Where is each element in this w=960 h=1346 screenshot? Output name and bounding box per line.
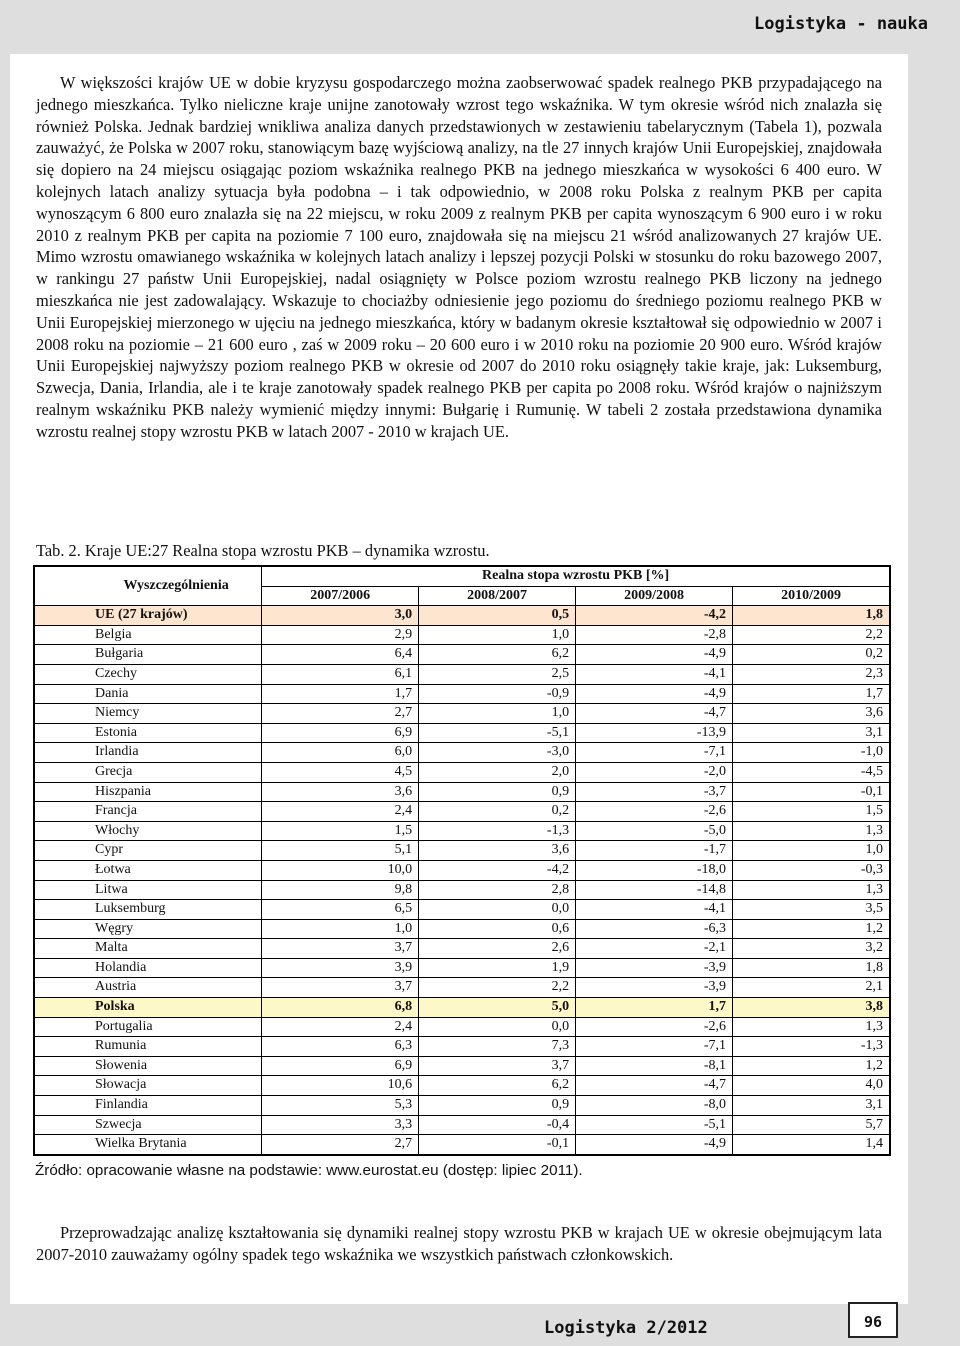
value-cell: -5,1 xyxy=(576,1115,733,1135)
value-cell: -8,0 xyxy=(576,1096,733,1116)
value-cell: 1,5 xyxy=(262,821,419,841)
value-cell: 6,4 xyxy=(262,645,419,665)
value-cell: -1,7 xyxy=(576,841,733,861)
value-cell: -4,2 xyxy=(576,606,733,626)
value-cell: -3,9 xyxy=(576,978,733,998)
value-cell: 0,9 xyxy=(419,782,576,802)
country-cell: Litwa xyxy=(34,880,262,900)
value-cell: -2,8 xyxy=(576,625,733,645)
value-cell: -2,0 xyxy=(576,762,733,782)
header-bar xyxy=(0,0,960,54)
value-cell: -0,4 xyxy=(419,1115,576,1135)
table-body xyxy=(34,606,890,1155)
table-row xyxy=(34,743,890,763)
value-cell: -4,2 xyxy=(419,860,576,880)
value-cell: -5,0 xyxy=(576,821,733,841)
value-cell: 6,5 xyxy=(262,900,419,920)
table-row xyxy=(34,1135,890,1155)
value-cell: 5,3 xyxy=(262,1096,419,1116)
value-cell: -4,9 xyxy=(576,684,733,704)
paragraph-1 xyxy=(36,72,882,443)
group-header: Realna stopa wzrostu PKB [%] xyxy=(262,566,890,586)
table-row xyxy=(34,704,890,724)
country-cell: Włochy xyxy=(34,821,262,841)
country-cell: Polska xyxy=(34,998,262,1018)
value-cell: -7,1 xyxy=(576,1037,733,1057)
value-cell: -4,5 xyxy=(733,762,890,782)
value-cell: 7,3 xyxy=(419,1037,576,1057)
value-cell: -18,0 xyxy=(576,860,733,880)
value-cell: -8,1 xyxy=(576,1056,733,1076)
value-cell: -2,1 xyxy=(576,939,733,959)
table-row xyxy=(34,1115,890,1135)
table-row xyxy=(34,782,890,802)
value-cell: 1,5 xyxy=(733,802,890,822)
paragraph-2-text: Przeprowadzając analizę kształtowania się dynamiki realnej stopy wzrostu PKB w krajach UE w okresie obejmującym lata 2007-2010 zauważamy ogólny spadek tego wskaźnika we wszystkich państwach członkowskich. xyxy=(36,1223,882,1264)
table-row xyxy=(34,723,890,743)
value-cell: -4,1 xyxy=(576,664,733,684)
table-row xyxy=(34,978,890,998)
value-cell: 1,3 xyxy=(733,821,890,841)
value-cell: 2,2 xyxy=(419,978,576,998)
country-cell: Francja xyxy=(34,802,262,822)
table-row xyxy=(34,606,890,626)
country-cell: Malta xyxy=(34,939,262,959)
value-cell: 9,8 xyxy=(262,880,419,900)
value-cell: -0,1 xyxy=(419,1135,576,1155)
table-row xyxy=(34,1037,890,1057)
value-cell: 0,0 xyxy=(419,900,576,920)
page-number: 96 xyxy=(848,1302,898,1338)
table-row xyxy=(34,900,890,920)
value-cell: -6,3 xyxy=(576,919,733,939)
value-cell: 1,2 xyxy=(733,919,890,939)
table-row xyxy=(34,958,890,978)
value-cell: 5,1 xyxy=(262,841,419,861)
value-cell: -1,3 xyxy=(733,1037,890,1057)
value-cell: -3,9 xyxy=(576,958,733,978)
country-cell: Belgia xyxy=(34,625,262,645)
value-cell: 3,7 xyxy=(419,1056,576,1076)
country-cell: Bułgaria xyxy=(34,645,262,665)
value-cell: 3,2 xyxy=(733,939,890,959)
table-row xyxy=(34,821,890,841)
paragraph-1-text: W większości krajów UE w dobie kryzysu gospodarczego można zaobserwować spadek realnego PKB przypadającego na jednego mieszkańca. Tylko nieliczne kraje unijne zanotowały wzrost tego wskaźnika. W tym okresie wśród nich znalazła się również Polska. Jednak bardziej wnikliwa analiza danych przedstawionych w zestawieniu tabelarycznym (Tabela 1), pozwala zauważyć, że Polska w 2007 roku, stanowiącym bazę wyjściową analizy, na tle 27 innych krajów Unii Europejskiej, znajdowała się dopiero na 24 miejscu osiągając poziom wskaźnika realnego PKB na jednego mieszkańca w wysokości 6 400 euro. W kolejnych latach analizy sytuacja była podobna – i tak odpowiednio, w 2008 roku Polska z realnym PKB per capita wynoszącym 6 800 euro znalazła się na 22 miejscu, w roku 2009 z realnym PKB per capita wynoszącym 6 900 euro i w roku 2010 z realnym PKB per capita na poziomie 7 100 euro, znajdowała się na miejscu 21 wśród analizowanych 27 krajów UE. Mimo wzrostu omawianego wskaźnika w kolejnych latach analizy i lepszej pozycji Polski w stosunku do roku bazowego 2007, w rankingu 27 państw Unii Europejskiej, nadal osiągnięty w Polsce poziom wzrostu realnego PKB liczony na jednego mieszkańca nie jest zadowalający. Wskazuje to chociażby odniesienie jego poziomu do średniego poziomu realnego PKB w Unii Europejskiej mierzonego w ujęciu na jednego mieszkańca, który w badanym okresie kształtował się odpowiednio w 2007 i 2008 roku na poziomie – 21 600 euro , zaś w 2009 roku – 20 600 euro i w 2010 roku na poziomie 20 900 euro. Wśród krajów Unii Europejskiej najwyższy poziom realnego PKB w okresie od 2007 do 2010 roku osiągnęły takie kraje, jak: Luksemburg, Szwecja, Dania, Irlandia, ale i te kraje zanotowały spadek realnego PKB per capita po 2008 roku. Wśród krajów o najniższym realnym wskaźniku PKB należy wymienić między innymi: Bułgarię i Rumunię. W tabeli 2 została przedstawiona dynamika wzrostu realnej stopy wzrostu PKB w latach 2007 - 2010 w krajach UE. xyxy=(36,73,882,441)
value-cell: 10,6 xyxy=(262,1076,419,1096)
value-cell: 1,0 xyxy=(733,841,890,861)
table-row xyxy=(34,684,890,704)
spec-header: Wyszczególnienia xyxy=(34,566,262,606)
value-cell: 5,7 xyxy=(733,1115,890,1135)
table-row xyxy=(34,860,890,880)
country-cell: Estonia xyxy=(34,723,262,743)
value-cell: 0,2 xyxy=(419,802,576,822)
value-cell: 6,3 xyxy=(262,1037,419,1057)
value-cell: 2,4 xyxy=(262,802,419,822)
value-cell: 0,2 xyxy=(733,645,890,665)
value-cell: 2,3 xyxy=(733,664,890,684)
value-cell: 1,8 xyxy=(733,606,890,626)
value-cell: 3,6 xyxy=(419,841,576,861)
value-cell: 4,5 xyxy=(262,762,419,782)
column-header: 2007/2006 xyxy=(262,586,419,606)
value-cell: 2,2 xyxy=(733,625,890,645)
table-row xyxy=(34,645,890,665)
value-cell: -5,1 xyxy=(419,723,576,743)
country-cell: Luksemburg xyxy=(34,900,262,920)
country-cell: Łotwa xyxy=(34,860,262,880)
value-cell: 3,6 xyxy=(733,704,890,724)
country-cell: Dania xyxy=(34,684,262,704)
value-cell: 3,6 xyxy=(262,782,419,802)
country-cell: Czechy xyxy=(34,664,262,684)
country-cell: Słowenia xyxy=(34,1056,262,1076)
value-cell: -1,3 xyxy=(419,821,576,841)
value-cell: 3,1 xyxy=(733,723,890,743)
value-cell: 3,5 xyxy=(733,900,890,920)
value-cell: 1,9 xyxy=(419,958,576,978)
value-cell: 1,3 xyxy=(733,1017,890,1037)
value-cell: 6,2 xyxy=(419,645,576,665)
table-row xyxy=(34,1076,890,1096)
value-cell: 2,6 xyxy=(419,939,576,959)
value-cell: -14,8 xyxy=(576,880,733,900)
table-row xyxy=(34,1017,890,1037)
table-row xyxy=(34,664,890,684)
country-cell: Niemcy xyxy=(34,704,262,724)
country-cell: Irlandia xyxy=(34,743,262,763)
value-cell: 1,7 xyxy=(576,998,733,1018)
value-cell: -4,7 xyxy=(576,704,733,724)
country-cell: Portugalia xyxy=(34,1017,262,1037)
value-cell: 3,1 xyxy=(733,1096,890,1116)
table-row xyxy=(34,939,890,959)
value-cell: 2,8 xyxy=(419,880,576,900)
column-header: 2009/2008 xyxy=(576,586,733,606)
table-row xyxy=(34,802,890,822)
value-cell: -7,1 xyxy=(576,743,733,763)
value-cell: 1,0 xyxy=(419,625,576,645)
table-row xyxy=(34,1096,890,1116)
value-cell: -4,9 xyxy=(576,1135,733,1155)
value-cell: 3,0 xyxy=(262,606,419,626)
value-cell: 1,7 xyxy=(733,684,890,704)
value-cell: 3,9 xyxy=(262,958,419,978)
gdp-growth-table xyxy=(33,565,891,1156)
journal-title: Logistyka - nauka xyxy=(754,14,928,34)
source-note: Źródło: opracowanie własne na podstawie: www.eurostat.eu (dostęp: lipiec 2011). xyxy=(35,1162,583,1179)
value-cell: -4,9 xyxy=(576,645,733,665)
value-cell: 1,4 xyxy=(733,1135,890,1155)
value-cell: 5,0 xyxy=(419,998,576,1018)
table-row xyxy=(34,880,890,900)
table-caption: Tab. 2. Kraje UE:27 Realna stopa wzrostu PKB – dynamika wzrostu. xyxy=(36,541,490,560)
value-cell: 1,3 xyxy=(733,880,890,900)
value-cell: -1,0 xyxy=(733,743,890,763)
value-cell: -13,9 xyxy=(576,723,733,743)
value-cell: 0,6 xyxy=(419,919,576,939)
country-cell: Grecja xyxy=(34,762,262,782)
country-cell: Holandia xyxy=(34,958,262,978)
table-row xyxy=(34,919,890,939)
table-row xyxy=(34,762,890,782)
value-cell: -4,1 xyxy=(576,900,733,920)
value-cell: 2,7 xyxy=(262,704,419,724)
value-cell: -3,7 xyxy=(576,782,733,802)
column-header: 2008/2007 xyxy=(419,586,576,606)
table-row xyxy=(34,625,890,645)
value-cell: 2,5 xyxy=(419,664,576,684)
country-cell: Cypr xyxy=(34,841,262,861)
value-cell: 2,1 xyxy=(733,978,890,998)
value-cell: 6,2 xyxy=(419,1076,576,1096)
value-cell: -2,6 xyxy=(576,802,733,822)
country-cell: Finlandia xyxy=(34,1096,262,1116)
table-row xyxy=(34,998,890,1018)
value-cell: -0,3 xyxy=(733,860,890,880)
value-cell: 10,0 xyxy=(262,860,419,880)
value-cell: 6,9 xyxy=(262,1056,419,1076)
value-cell: 2,7 xyxy=(262,1135,419,1155)
value-cell: 3,8 xyxy=(733,998,890,1018)
value-cell: 3,7 xyxy=(262,978,419,998)
value-cell: 0,5 xyxy=(419,606,576,626)
value-cell: 3,3 xyxy=(262,1115,419,1135)
value-cell: 3,7 xyxy=(262,939,419,959)
country-cell: Hiszpania xyxy=(34,782,262,802)
column-header: 2010/2009 xyxy=(733,586,890,606)
country-cell: Wielka Brytania xyxy=(34,1135,262,1155)
country-cell: UE (27 krajów) xyxy=(34,606,262,626)
value-cell: -0,1 xyxy=(733,782,890,802)
paragraph-2 xyxy=(36,1222,882,1266)
value-cell: 0,9 xyxy=(419,1096,576,1116)
value-cell: 6,0 xyxy=(262,743,419,763)
value-cell: 4,0 xyxy=(733,1076,890,1096)
value-cell: 6,9 xyxy=(262,723,419,743)
value-cell: 6,1 xyxy=(262,664,419,684)
value-cell: 6,8 xyxy=(262,998,419,1018)
value-cell: 1,0 xyxy=(262,919,419,939)
footer-issue: Logistyka 2/2012 xyxy=(544,1318,708,1338)
country-cell: Szwecja xyxy=(34,1115,262,1135)
table-row xyxy=(34,1056,890,1076)
value-cell: -4,7 xyxy=(576,1076,733,1096)
value-cell: 2,0 xyxy=(419,762,576,782)
value-cell: -3,0 xyxy=(419,743,576,763)
value-cell: 1,2 xyxy=(733,1056,890,1076)
page-content xyxy=(10,54,908,1304)
value-cell: 1,0 xyxy=(419,704,576,724)
value-cell: 1,7 xyxy=(262,684,419,704)
value-cell: 2,4 xyxy=(262,1017,419,1037)
country-cell: Węgry xyxy=(34,919,262,939)
country-cell: Słowacja xyxy=(34,1076,262,1096)
value-cell: 0,0 xyxy=(419,1017,576,1037)
value-cell: 2,9 xyxy=(262,625,419,645)
value-cell: -0,9 xyxy=(419,684,576,704)
country-cell: Austria xyxy=(34,978,262,998)
value-cell: 1,8 xyxy=(733,958,890,978)
value-cell: -2,6 xyxy=(576,1017,733,1037)
country-cell: Rumunia xyxy=(34,1037,262,1057)
table-row xyxy=(34,841,890,861)
